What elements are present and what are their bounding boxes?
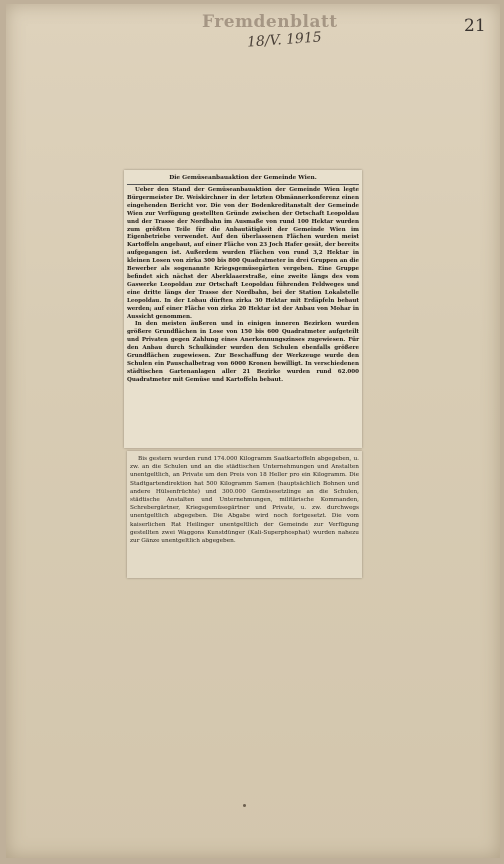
newspaper-stamp: Fremdenblatt: [202, 12, 338, 32]
supplement-body: [130, 455, 359, 545]
newspaper-clipping-article: [124, 170, 362, 448]
article-headline: Die Gemüseanbauaktion der Gemeinde Wien.: [127, 174, 359, 185]
page-number: 21: [464, 16, 486, 36]
handwritten-date: 18/V. 1915: [246, 29, 323, 51]
supplement-paragraph: Bis gestern wurden rund 174.000 Kilogramm Saatkartoffeln abgegeben, u. zw. an die Schulen und an die städtischen Unternehmungen und Anstalten unentgeltlich, an Private um den Preis von 18 Heller pro ein Kilogramm. Die Stadtgartendirektion hat 500 Kilogramm Samen (hauptsächlich Bohnen und andere Hülsenfrüchte) und 300.000 Gemüsesetzlinge an die Schulen, städtische Anstalten und Unternehmungen, militärische Kommanden, Schrebergärtner, Kriegsgemüsegärtner und Private, u. zw. durchwegs unentgeltlich abgegeben. Die Abgabe wird noch fortgesetzt. Die vom kaiserlichen Rat Heilinger unentgeltlich der Gemeinde zur Verfügung gestellten zwei Waggons Kunstdünger (Kali-Superphosphat) wurden nahezu zur Gänze unentgeltlich abgegeben.: [130, 456, 359, 545]
ink-spot: [243, 804, 246, 807]
article-paragraph: Ueber den Stand der Gemüseanbauaktion der Gemeinde Wien legte Bürgermeister Dr. Weiskirchner in der letzten Obmännerkonferenz einen eingehenden Bericht vor. Die von der Bodenkreditanstalt der Gemeinde Wien zur Verfügung gestellten Gründe zwischen der Ortschaft Leopoldau und der Trasse der Nordbahn im Ausmaße von rund 100 Hektar wurden zum größten Teile für die Anbautätigkeit der Gemeinde Wien im Eigenbetriebe verwendet. Auf den überlassenen Flächen wurden meist Kartoffeln angebaut, auf einer Fläche von 23 Joch Hafer gesät, der bereits aufgegangen ist. Außerdem wurden Flächen von rund 3,2 Hektar in kleinen Losen von zirka 300 bis 800 Quadratmeter in drei Gruppen an die Bewerber als sogenannte Kriegsgemüsegärten vergeben. Eine Gruppe befindet sich nächst der Aberklaaerstraße, eine zweite längs des vom Gaswerke Leopoldau zur Ortschaft Leopoldau führenden Feldweges und eine dritte längs der Trasse der Nordbahn, bei der Station Lokalstelle Leopoldau. In der Lobau dürften zirka 30 Hektar mit Erdäpfeln bebaut werden; auf einer Fläche von zirka 20 Hektar ist der Anbau von Mohar in Aussicht genommen.: [127, 187, 359, 320]
newspaper-clipping-supplement: [127, 451, 362, 578]
article-body: [127, 187, 359, 385]
article-paragraph: In den meisten äußeren und in einigen inneren Bezirken wurden größere Grundflächen in Lose von 150 bis 600 Quadratmeter aufgeteilt und Privaten gegen Zahlung eines Anerkennungszinses zugewiesen. Für den Anbau durch Schulkinder wurden den Schulen ebenfalls größere Grundflächen zugewiesen. Zur Beschaffung der Werkzeuge wurde den Schulen ein Pauschalbetrag von 6000 Kronen bewilligt. In verschiedenen städtischen Gartenanlagen aller 21 Bezirke wurden rund 62.000 Quadratmeter mit Gemüse und Kartoffeln bebaut.: [127, 321, 359, 383]
